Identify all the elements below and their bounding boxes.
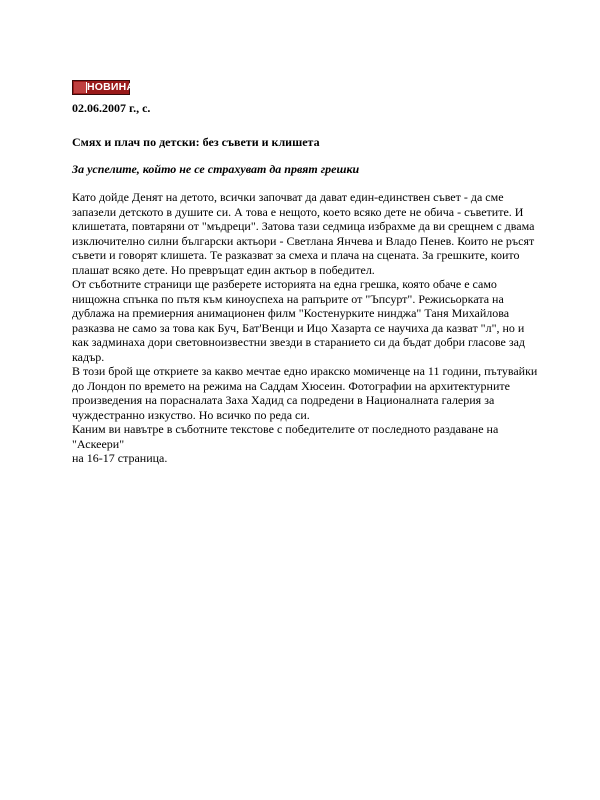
article-body bbox=[72, 190, 542, 466]
document-page bbox=[72, 80, 542, 466]
article-paragraph: Каним ви навътре в съботните текстове с победителите от последното раздаване на "Аскеери" bbox=[72, 422, 499, 451]
article-paragraph: В този брой ще откриете за какво мечтае едно иракско момиченце на 11 години, пътувайки до Лондон по времето на режима на Саддам Хюсеин. Фотографии на архитектурните произведения на порасналата Заха Хадид са подредени в Националната галерия за чуждестранно изкуство. Но всичко по реда си. bbox=[72, 364, 538, 422]
article-title: Смях и плач по детски: без съвети и клишета bbox=[72, 135, 320, 149]
logo-text: НОВИНАР bbox=[87, 81, 142, 93]
newspaper-logo bbox=[72, 80, 142, 95]
logo-mark-icon bbox=[74, 82, 87, 93]
article-paragraph: на 16-17 страница. bbox=[72, 451, 168, 465]
article-paragraph: От съботните страници ще разберете историята на една грешка, която обаче е само нищожна спънка по пътя към киноуспеха на рапърите от "Ъпсурт". Режисьорката на дублажа на премиерния анимационен филм "Костенурките нинджа" Таня Михайлова разказва не само за това как Буч, Бат'Венци и Ицо Хазарта се научиха да казват "л", но и как задминаха дори световноизвестни звезди в старанието си да бъдат добри гласове зад кадър. bbox=[72, 277, 526, 364]
article-paragraph: Като дойде Денят на детото, всички започват да дават един-единствен съвет - да сме запазели детското в душите си. А това е нещото, което всяко дете не обича - съветите. И клишетата, повтаряни от "мъдреци". Затова тази седмица избрахме да ви срещнем с двама изключително силни български актьори - Светлана Янчева и Владо Пенев. Които не ръсят съвети и говорят клишета. Те разказват за смеха и плача на сцената. За грешките, които плашат всяко дете. Но превръщат един актьор в победител. bbox=[72, 190, 535, 277]
article-subtitle: За успелите, който не се страхуват да првят грешки bbox=[72, 162, 360, 176]
publication-date: 02.06.2007 г., с. bbox=[72, 101, 151, 115]
